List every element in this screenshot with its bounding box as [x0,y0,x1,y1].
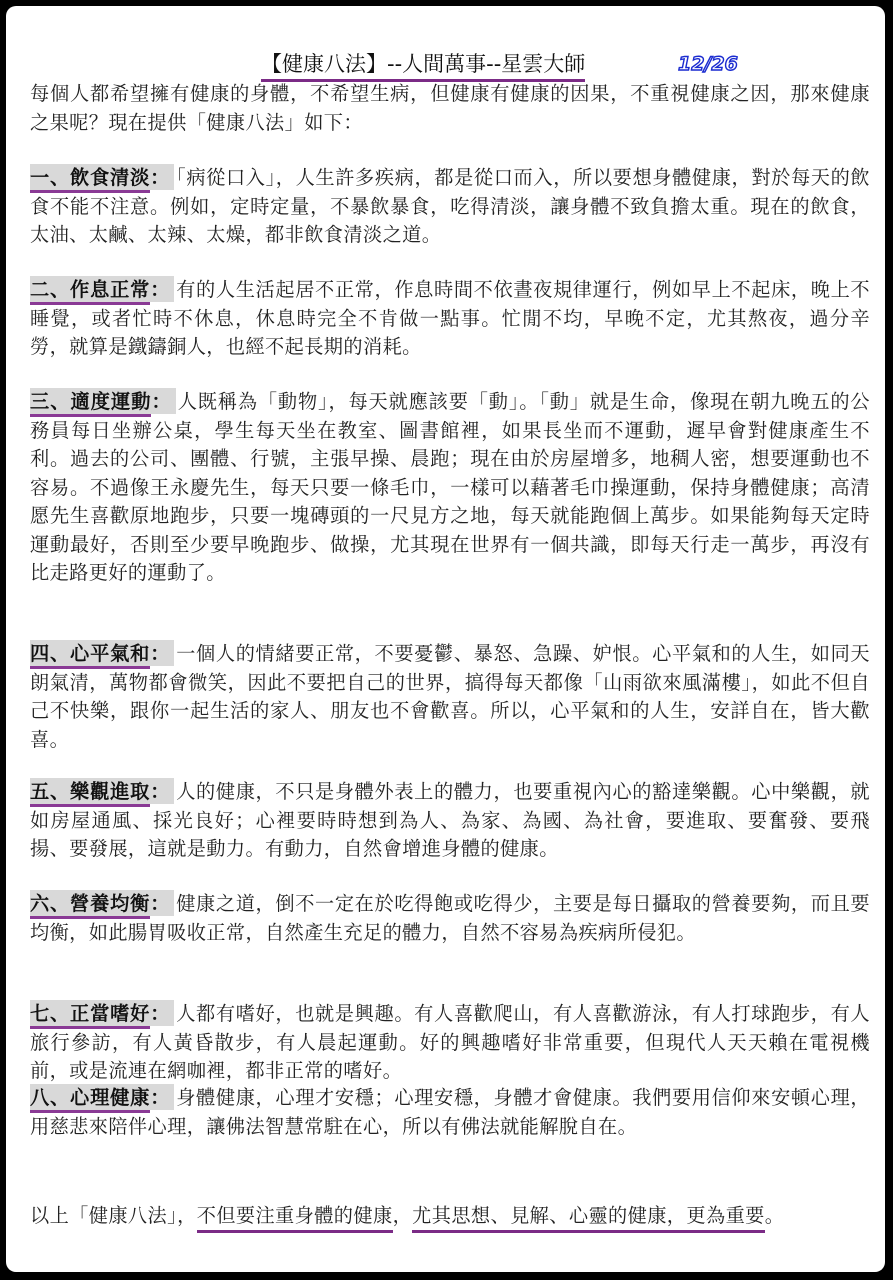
conclusion-paragraph [30,1200,870,1232]
section-6 [30,890,870,947]
section-heading: 八、心理健康： [30,1084,174,1110]
section-heading: 四、心平氣和： [30,640,174,666]
section-2 [30,276,870,362]
underlined-text: 更為重要 [686,1204,764,1233]
section-1 [30,164,870,250]
section-body: 一個人的情緒要正常，不要憂鬱、暴怒、急躁、妒恨。心平氣和的人生，如同天朗氣清，萬物都會微笑，因此不要把自己的世界，搞得每天都像「山雨欲來風滿樓」，如此不但自己不快樂，跟你一起生活的家人、朋友也不會歡喜。所以，心平氣和的人生，安詳自在，皆大歡喜。 [30,642,870,751]
document-page [6,6,885,1272]
conclusion-text: 。 [764,1204,785,1227]
section-body: 人的健康，不只是身體外表上的體力，也要重視內心的豁達樂觀。心中樂觀，就如房屋通風、採光良好；心裡要時時想到為人、為家、為國、為社會，要進取、要奮發、要飛揚、要發展，這就是動力。有動力，自然會增進身體的健康。 [30,780,870,860]
underlined-text: 不但要注重身體的健康 [197,1204,393,1233]
section-heading: 二、作息正常： [30,276,174,302]
conclusion-text: 以上「健康八法」， [30,1204,197,1227]
section-body: 「病從口入」，人生許多疾病，都是從口而入，所以要想身體健康，對於每天的飲食不能不注意。例如，定時定量，不暴飲暴食，吃得清淡，讓身體不致負擔太重。現在的飲食，太油、太鹹、太辣、太燥，都非飲食清淡之道。 [30,166,870,246]
section-body: 人既稱為「動物」，每天就應該要「動」。「動」就是生命，像現在朝九晚五的公務員每日坐辦公桌，學生每天坐在教室、圖書館裡，如果長坐而不運動，遲早會對健康產生不利。過去的公司、團體、行號，主張早操、晨跑；現在由於房屋增多，地稠人密，想要運動也不容易。不過像王永慶先生，每天只要一條毛巾，一樣可以藉著毛巾操運動，保持身體健康；高清愿先生喜歡原地跑步，只要一塊磚頭的一尺見方之地，每天就能跑個上萬步。如果能夠每天定時運動最好，否則至少要早晚跑步、做操，尤其現在世界有一個共識，即每天行走一萬步，再沒有比走路更好的運動了。 [30,390,870,584]
section-3 [30,388,870,588]
section-4 [30,640,870,754]
section-heading: 七、正當嗜好： [30,1000,174,1026]
intro-paragraph: 每個人都希望擁有健康的身體，不希望生病，但健康有健康的因果，不重視健康之因，那來健康之果呢？現在提供「健康八法」如下： [30,82,870,134]
section-body: 有的人生活起居不正常，作息時間不依晝夜規律運行，例如早上不起床，晚上不睡覺，或者忙時不休息，休息時完全不肯做一點事。忙閒不均，早晚不定，尤其熬夜，過分辛勞，就算是鐵鑄銅人，也經不起長期的消耗。 [30,278,870,358]
section-heading: 一、飲食清淡： [30,164,174,190]
conclusion-text: ， [392,1204,413,1227]
section-heading: 五、樂觀進取： [30,778,174,804]
section-8 [30,1084,870,1141]
section-7 [30,1000,870,1086]
date-badge: 12/26 [678,53,738,75]
underlined-text: 尤其思想、見解、心靈的健康， [412,1204,686,1233]
section-5 [30,778,870,864]
section-heading: 三、適度運動： [30,388,176,414]
document-title: 【健康八法】--人間萬事--星雲大師 [261,50,585,82]
section-body: 身體健康，心理才安穩；心理安穩，身體才會健康。我們要用信仰來安頓心理，用慈悲來陪伴心理，讓佛法智慧常駐在心，所以有佛法就能解脫自在。 [30,1086,870,1138]
section-body: 健康之道，倒不一定在於吃得飽或吃得少，主要是每日攝取的營養要夠，而且要均衡，如此腸胃吸收正常，自然產生充足的體力，自然不容易為疾病所侵犯。 [30,892,870,944]
section-heading: 六、營養均衡： [30,890,174,916]
section-body: 人都有嗜好，也就是興趣。有人喜歡爬山，有人喜歡游泳，有人打球跑步，有人旅行參訪，有人黃昏散步，有人晨起運動。好的興趣嗜好非常重要，但現代人天天賴在電視機前，或是流連在網咖裡，都非正常的嗜好。 [30,1002,870,1082]
